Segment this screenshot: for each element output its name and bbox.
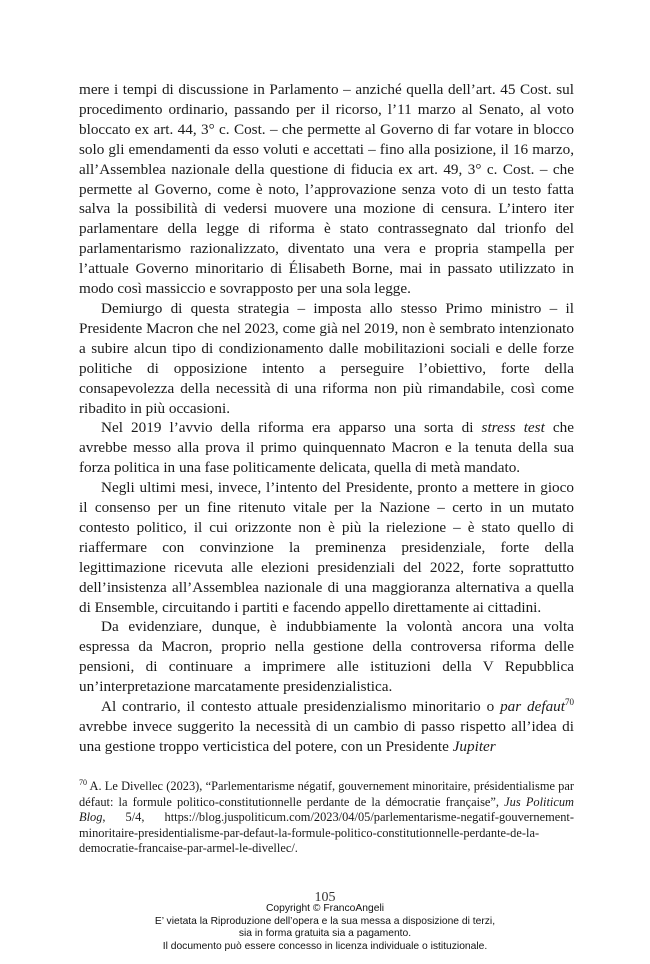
paragraph-3 xyxy=(79,418,574,478)
page-number: 105 xyxy=(314,890,336,905)
footnote-text-a: A. Le Divellec (2023), “Parlementarisme négatif, gouvernement minoritaire, présidentialisme par défaut: la formule politico-constitutionnelle perdante de la démocratie française”, xyxy=(79,779,574,809)
copyright-line-2: E’ vietata la Riproduzione dell’opera e la sua messa a disposizione di terzi, xyxy=(154,915,496,927)
copyright-line-1: Copyright © FrancoAngeli xyxy=(265,903,385,914)
paragraph-6-text-b: avrebbe invece suggerito la necessità di un cambio di passo rispetto all’idea di una gestione troppo verticistica del potere, con un Presidente xyxy=(79,718,574,755)
paragraph-3-text-b: che avrebbe messo alla prova il primo quinquennato Macron e la tenuta della sua forza politica in una fase politicamente delicata, quella di metà mandato. xyxy=(79,419,574,477)
footnote-reference[interactable]: 70 xyxy=(565,697,575,708)
footnote-text-b: , 5/4, https://blog.juspoliticum.com/2023/04/05/parlementarisme-negatif-gouvernement-minoritaire-presidentialisme-par-defaut-la-formule-politico-constitutionnelle-perdante-de-la-democratie-francaise-par-armel-le-divellec/. xyxy=(79,810,574,856)
paragraph-4: Negli ultimi mesi, invece, l’intento del Presidente, pronto a mettere in gioco il consenso per un fine ritenuto vitale per la Nazione – certo in un mutato contesto politico, il cui orizzonte non è più la rielezione – è stato quello di riaffermare con convinzione la preminenza presidenziale, forte della legittimazione ricevuta alle elezioni presidenziali del 2022, forte soprattutto dell’insistenza all’Assemblea nazionale di una maggioranza alternativa a quella di Ensemble, circuitando i partiti e facendo appello direttamente ai cittadini. xyxy=(79,479,574,616)
paragraph-3-italic: stress test xyxy=(481,419,545,437)
paragraph-5: Da evidenziare, dunque, è indubbiamente la volontà ancora una volta espressa da Macron, proprio nella gestione della controversa riforma delle pensioni, di continuare a imprimere alle istituzioni della V Repubblica un’interpretazione marcatamente presidenzialistica. xyxy=(79,618,574,696)
main-text xyxy=(79,80,574,757)
paragraph-1: mere i tempi di discussione in Parlamento – anziché quella dell’art. 45 Cost. sul procedimento ordinario, passando per il ricorso, l’11 marzo al Senato, al voto bloccato ex art. 44, 3° c. Cost. – che permette al Governo di far votare in blocco solo gli emendamenti da esso voluti e accettati – fino alla posizione, il 16 marzo, all’Assemblea nazionale della questione di fiducia ex art. 49, 3° c. Cost. – che permette al Governo, come è noto, l’approvazione senza voto di un testo fatta salva la possibilità di vedersi muovere una mozione di censura. L’intero iter parlamentare della legge di riforma è stato contrassegnato dal trionfo del parlamentarismo razionalizzato, diventato una vera e propria stampella per l’attuale Governo minoritario di Élisabeth Borne, mai in passato utilizzato in modo così massiccio e sovrapposto per una sola legge. xyxy=(79,81,574,298)
paragraph-2: Demiurgo di questa strategia – imposta allo stesso Primo ministro – il Presidente Macron che nel 2023, come già nel 2019, non è sembrato intenzionato a subire alcun tipo di condizionamento dalle mobilitazioni sociali e delle forze politiche di opposizione intento a perseguire l’obiettivo, forte della consapevolezza della necessità di una riforma non più rimandabile, così come ribadito in più occasioni. xyxy=(79,299,574,417)
copyright-notice xyxy=(0,903,650,953)
copyright-line-3: sia in forma gratuita sia a pagamento. xyxy=(238,928,412,940)
paragraph-6-text-a: Al contrario, il contesto attuale presidenzialismo minoritario o xyxy=(101,698,501,716)
copyright-line-4: Il documento può essere concesso in licenza individuale o istituzionale. xyxy=(162,940,488,952)
paragraph-6 xyxy=(79,697,574,757)
paragraph-6-italic: par defaut xyxy=(500,698,566,716)
paragraph-6-italic-2: Jupiter xyxy=(452,737,496,755)
footnote-mark: 70 xyxy=(79,777,87,787)
footnote xyxy=(79,779,574,857)
footnote-source: Jus Politicum Blog xyxy=(79,794,575,825)
paragraph-3-text-a: Nel 2019 l’avvio della riforma era apparso una sorta di xyxy=(101,419,482,437)
